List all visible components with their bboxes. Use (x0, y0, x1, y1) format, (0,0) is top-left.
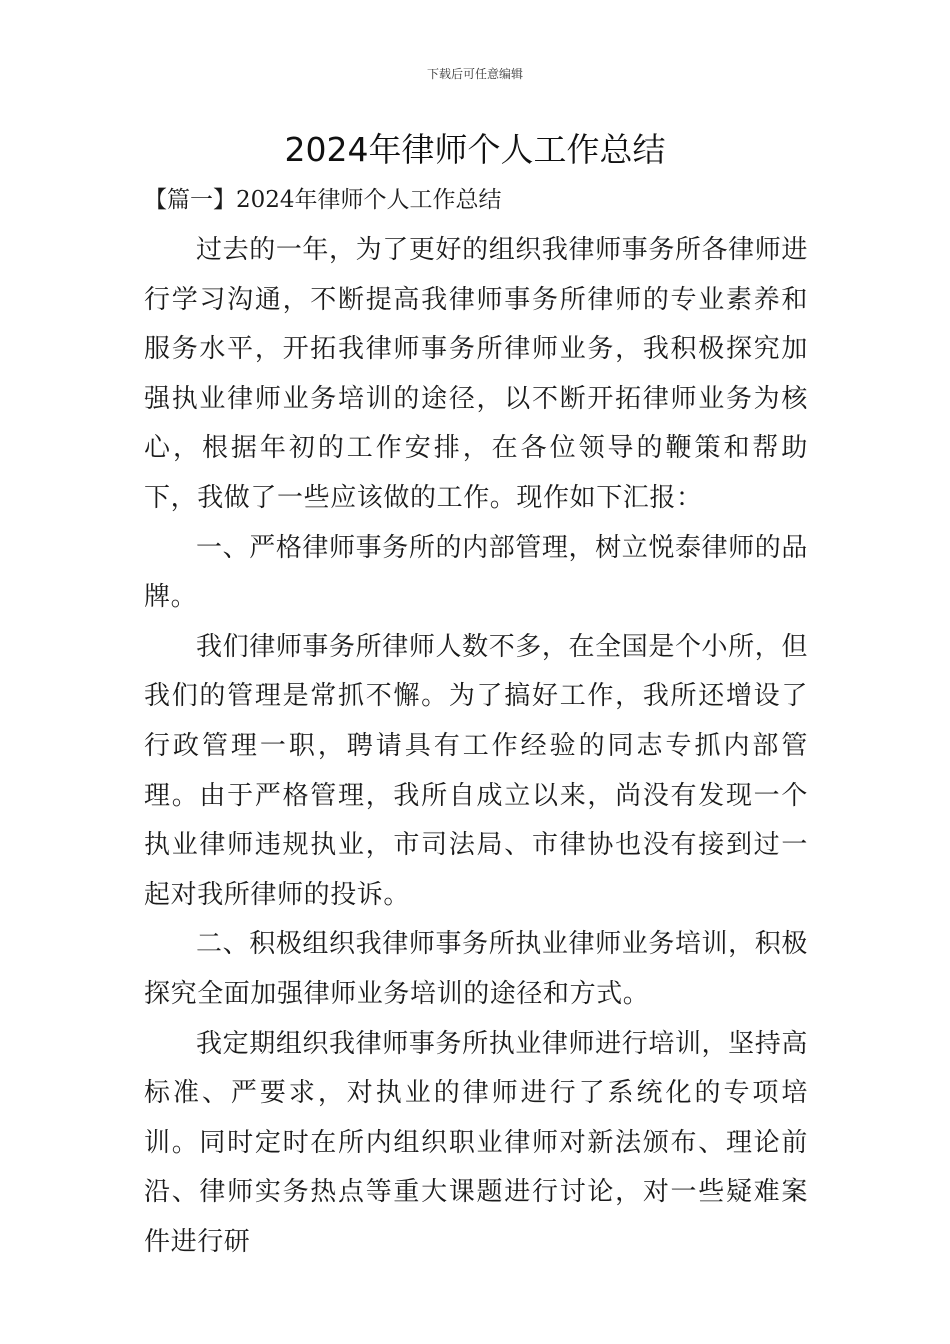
document-body (144, 226, 808, 1267)
paragraph-heading-one: 一、严格律师事务所的内部管理，树立悦泰律师的品牌。 (144, 532, 808, 613)
paragraph-training: 我定期组织我律师事务所执业律师进行培训，坚持高标准、严要求，对执业的律师进行了系统化的专项培训。同时定时在所内组织职业律师对新法颁布、理论前沿、律师实务热点等重大课题进行讨论，对一些疑难案件进行研 (144, 1028, 808, 1257)
paragraph-management: 我们律师事务所律师人数不多，在全国是个小所，但我们的管理是常抓不懈。为了搞好工作，我所还增设了行政管理一职，聘请具有工作经验的同志专抓内部管理。由于严格管理，我所自成立以来，尚没有发现一个执业律师违规执业，市司法局、市律协也没有接到过一起对我所律师的投诉。 (144, 631, 808, 910)
section-heading: 【篇一】2024年律师个人工作总结 (144, 187, 502, 213)
header-note: 下载后可任意编辑 (426, 67, 523, 81)
paragraph-intro: 过去的一年，为了更好的组织我律师事务所各律师进行学习沟通，不断提高我律师事务所律师的专业素养和服务水平，开拓我律师事务所律师业务，我积极探究加强执业律师业务培训的途径，以不断开拓律师业务为核心，根据年初的工作安排，在各位领导的鞭策和帮助下，我做了一些应该做的工作。现作如下汇报： (144, 235, 808, 513)
paragraph-heading-two: 二、积极组织我律师事务所执业律师业务培训，积极探究全面加强律师业务培训的途径和方式。 (144, 929, 808, 1009)
document-title: 2024年律师个人工作总结 (284, 130, 666, 169)
